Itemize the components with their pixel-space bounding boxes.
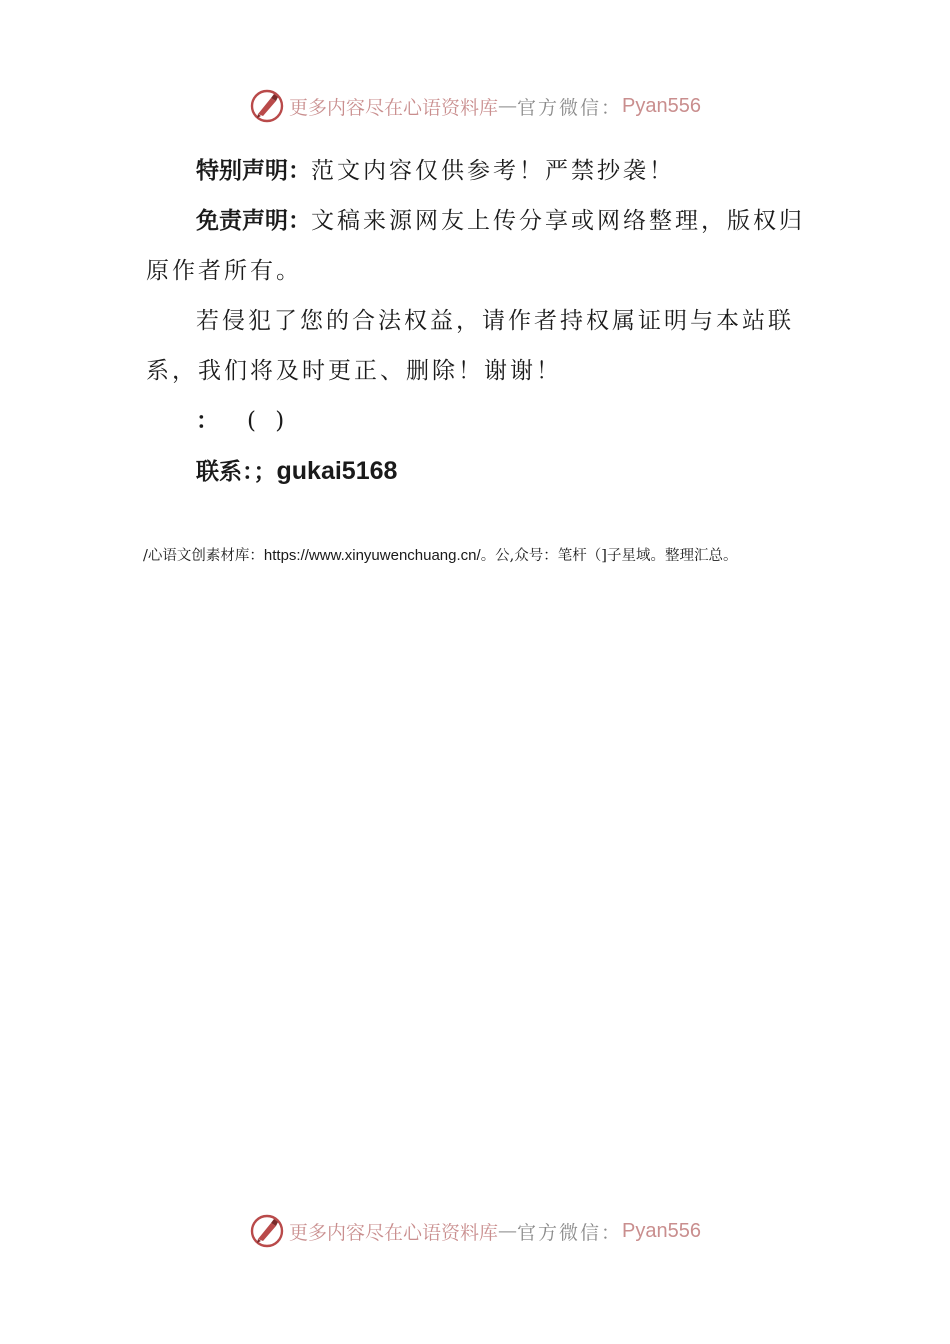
quill-pen-icon (249, 1213, 285, 1249)
colon-line (146, 396, 808, 446)
contact-label: 联系： (196, 459, 254, 485)
banner-wechat-id: Pyan556 (622, 94, 701, 117)
disclaimer-statement (146, 196, 808, 296)
footnote-url-link[interactable]: https://www.xinyuwenchuang.cn/ (263, 547, 481, 564)
footer-banner (0, 1209, 950, 1253)
contact-separator: ； (253, 459, 277, 485)
contact-line (146, 446, 808, 497)
banner-separator: — (498, 95, 518, 117)
banner-site-text: 更多内容尽在心语资料库 (289, 96, 499, 119)
banner-separator: — (498, 1220, 518, 1242)
disclaimer-text: 文稿来源网友上传分享或网络整理，版权归原作者所有。 (146, 208, 805, 284)
statement-body (146, 146, 808, 497)
infringement-notice: 若侵犯了您的合法权益，请作者持权属证明与本站联系，我们将及时更正、删除！谢谢！ (146, 308, 794, 384)
special-statement (146, 146, 808, 196)
colon-line-paren: ( ) (247, 408, 291, 434)
colon-line-label: ： (196, 408, 219, 434)
disclaimer-label: 免责声明： (196, 208, 311, 234)
footnote-prefix: /心语文创素材库： (143, 548, 264, 564)
banner-wechat-label: 官方微信： (517, 1221, 623, 1244)
special-statement-text: 范文内容仅供参考！严禁抄袭！ (311, 158, 675, 184)
banner-site-text: 更多内容尽在心语资料库 (289, 1221, 499, 1244)
banner-wechat-id: Pyan556 (622, 1219, 701, 1242)
banner-wechat-label: 官方微信： (517, 96, 623, 119)
header-banner (0, 84, 950, 128)
quill-pen-icon (249, 88, 285, 124)
footnote-line (143, 544, 823, 568)
special-statement-label: 特别声明： (196, 158, 311, 184)
contact-id: gukai5168 (276, 457, 398, 485)
footnote-suffix: 。公,众号：笔杆（]子星域。整理汇总。 (480, 548, 738, 564)
